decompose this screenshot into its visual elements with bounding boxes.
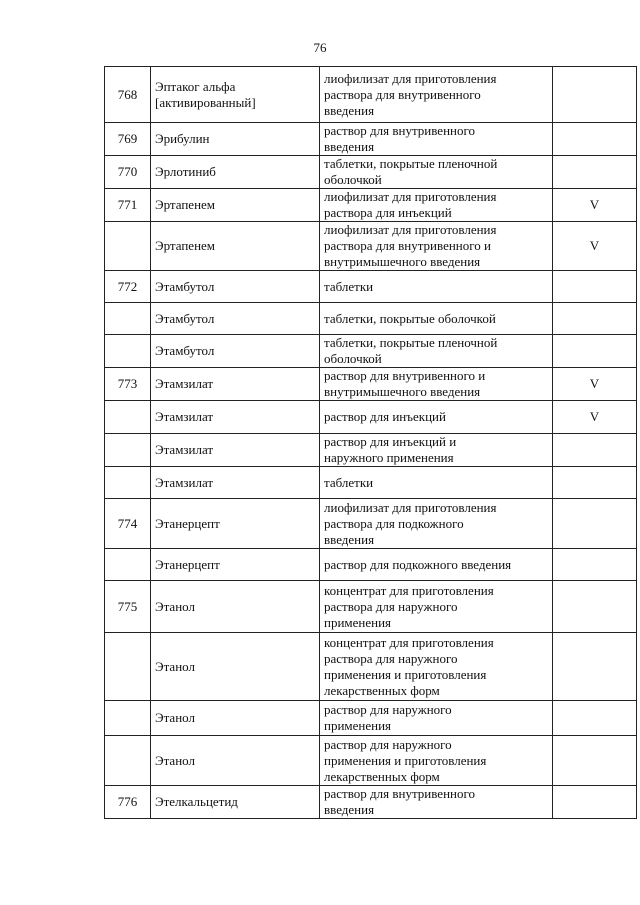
- vital-mark-cell: [553, 271, 637, 303]
- dosage-form-cell: [320, 467, 553, 499]
- row-number-cell: [105, 701, 151, 736]
- dosage-form: раствор для подкожного введения: [324, 556, 512, 572]
- row-number-cell: [105, 189, 151, 222]
- table-row: [105, 549, 637, 581]
- drug-name: Этамзилат: [155, 474, 214, 490]
- dosage-form: раствор для внутривенного введения: [324, 786, 475, 817]
- table-row: [105, 736, 637, 786]
- row-number: 774: [117, 515, 138, 531]
- row-number: 770: [117, 164, 138, 179]
- dosage-form-cell: [320, 499, 553, 549]
- table-row: [105, 434, 637, 467]
- row-number-cell: [105, 434, 151, 467]
- table-row: [105, 303, 637, 335]
- table-row: [105, 467, 637, 499]
- vital-mark-cell: [553, 303, 637, 335]
- drug-name-cell: [151, 67, 320, 123]
- drug-name-cell: [151, 549, 320, 581]
- vital-mark-cell: [553, 701, 637, 736]
- row-number-cell: [105, 123, 151, 156]
- table-row: [105, 189, 637, 222]
- row-number-cell: [105, 401, 151, 434]
- dosage-form: таблетки: [324, 474, 374, 490]
- drug-name: Этанол: [155, 598, 195, 614]
- table-row: [105, 633, 637, 701]
- dosage-form: раствор для внутривенного введения: [324, 123, 475, 154]
- row-number-cell: [105, 786, 151, 819]
- drug-name-cell: [151, 581, 320, 633]
- vital-mark-cell: [553, 401, 637, 434]
- vital-mark-cell: [553, 786, 637, 819]
- vital-mark: V: [589, 376, 600, 391]
- table-row: [105, 581, 637, 633]
- row-number-cell: [105, 581, 151, 633]
- drug-name: Этанерцепт: [155, 515, 220, 531]
- vital-mark-cell: [553, 499, 637, 549]
- drug-name-cell: [151, 701, 320, 736]
- dosage-form-cell: [320, 786, 553, 819]
- vital-mark-cell: [553, 156, 637, 189]
- drug-name-cell: [151, 189, 320, 222]
- drug-name-cell: [151, 467, 320, 499]
- row-number-cell: [105, 156, 151, 189]
- drug-name: Этамбутол: [155, 278, 215, 294]
- table-row: [105, 67, 637, 123]
- row-number-cell: [105, 303, 151, 335]
- vital-mark-cell: [553, 549, 637, 581]
- dosage-form-cell: [320, 123, 553, 156]
- drug-name-cell: [151, 434, 320, 467]
- vital-mark: V: [589, 238, 600, 253]
- dosage-form: таблетки, покрытые пленочной оболочкой: [324, 156, 498, 187]
- table-row: [105, 786, 637, 819]
- dosage-form-cell: [320, 67, 553, 123]
- drug-name: Эртапенем: [155, 238, 216, 253]
- vital-mark-cell: [553, 222, 637, 271]
- dosage-form: раствор для внутривенного и внутримышечного введения: [324, 368, 486, 399]
- dosage-form: концентрат для приготовления раствора для наружного применения и приготовления лекарственных форм: [324, 634, 494, 698]
- dosage-form-cell: [320, 368, 553, 401]
- row-number-cell: [105, 271, 151, 303]
- table-row: [105, 222, 637, 271]
- dosage-form-cell: [320, 222, 553, 271]
- row-number: 775: [117, 598, 138, 614]
- vital-mark-cell: [553, 189, 637, 222]
- row-number-cell: [105, 633, 151, 701]
- drug-name-cell: [151, 368, 320, 401]
- drug-name-cell: [151, 401, 320, 434]
- drug-name-cell: [151, 222, 320, 271]
- vital-mark: V: [589, 409, 600, 424]
- dosage-form: лиофилизат для приготовления раствора для подкожного введения: [324, 499, 497, 547]
- drug-name: Этанол: [155, 710, 195, 725]
- table-body: [105, 67, 637, 819]
- row-number: 776: [117, 794, 138, 809]
- drug-name: Этамзилат: [155, 376, 214, 391]
- vital-mark-cell: [553, 434, 637, 467]
- vital-mark-cell: [553, 467, 637, 499]
- vital-mark: V: [589, 197, 600, 212]
- row-number-cell: [105, 467, 151, 499]
- drug-name: Этелкальцетид: [155, 794, 238, 809]
- row-number-cell: [105, 222, 151, 271]
- page-number: 76: [313, 40, 327, 55]
- dosage-form: лиофилизат для приготовления раствора для внутривенного введения: [324, 70, 497, 118]
- dosage-form-cell: [320, 335, 553, 368]
- row-number-cell: [105, 736, 151, 786]
- dosage-form-cell: [320, 701, 553, 736]
- table-row: [105, 123, 637, 156]
- row-number: 768: [117, 86, 138, 102]
- table-row: [105, 368, 637, 401]
- dosage-form-cell: [320, 189, 553, 222]
- drug-name-cell: [151, 156, 320, 189]
- drug-name: Эртапенем: [155, 197, 216, 212]
- drug-name: Этанол: [155, 658, 195, 674]
- drug-name: Этамбутол: [155, 343, 215, 358]
- dosage-form: лиофилизат для приготовления раствора для внутривенного и внутримышечного введения: [324, 222, 497, 269]
- drug-name-cell: [151, 633, 320, 701]
- vital-mark-cell: [553, 67, 637, 123]
- vital-mark-cell: [553, 123, 637, 156]
- row-number-cell: [105, 67, 151, 123]
- dosage-form-cell: [320, 736, 553, 786]
- dosage-form-cell: [320, 581, 553, 633]
- dosage-form: таблетки, покрытые пленочной оболочкой: [324, 335, 498, 366]
- drug-name-cell: [151, 335, 320, 368]
- dosage-form-cell: [320, 156, 553, 189]
- dosage-form: раствор для наружного применения и приготовления лекарственных форм: [324, 736, 487, 784]
- dosage-form-cell: [320, 633, 553, 701]
- table-row: [105, 401, 637, 434]
- drug-table: [104, 66, 637, 819]
- drug-name-cell: [151, 786, 320, 819]
- row-number-cell: [105, 368, 151, 401]
- dosage-form: раствор для инъекций: [324, 409, 446, 424]
- vital-mark-cell: [553, 335, 637, 368]
- row-number: 771: [117, 197, 138, 212]
- dosage-form-cell: [320, 549, 553, 581]
- table-row: [105, 499, 637, 549]
- dosage-form: раствор для наружного применения: [324, 702, 452, 733]
- drug-name-cell: [151, 499, 320, 549]
- drug-name-cell: [151, 303, 320, 335]
- dosage-form-cell: [320, 401, 553, 434]
- drug-name: Эптаког альфа [активированный]: [155, 78, 256, 110]
- drug-name: Этанол: [155, 752, 195, 768]
- vital-mark-cell: [553, 633, 637, 701]
- dosage-form: лиофилизат для приготовления раствора для инъекций: [324, 189, 497, 220]
- drug-name: Этамзилат: [155, 442, 214, 457]
- drug-name-cell: [151, 123, 320, 156]
- table-row: [105, 156, 637, 189]
- vital-mark-cell: [553, 581, 637, 633]
- row-number-cell: [105, 549, 151, 581]
- dosage-form: таблетки, покрытые оболочкой: [324, 310, 496, 326]
- drug-name: Эрлотиниб: [155, 164, 216, 179]
- drug-name-cell: [151, 736, 320, 786]
- row-number-cell: [105, 499, 151, 549]
- dosage-form: раствор для инъекций и наружного применения: [324, 434, 457, 465]
- drug-name: Этамзилат: [155, 409, 214, 424]
- table-row: [105, 701, 637, 736]
- drug-name: Этамбутол: [155, 310, 215, 326]
- row-number: 769: [117, 131, 138, 146]
- drug-name-cell: [151, 271, 320, 303]
- dosage-form-cell: [320, 271, 553, 303]
- row-number: 772: [117, 278, 138, 294]
- table-row: [105, 271, 637, 303]
- vital-mark-cell: [553, 368, 637, 401]
- dosage-form-cell: [320, 434, 553, 467]
- dosage-form-cell: [320, 303, 553, 335]
- drug-name: Этанерцепт: [155, 556, 220, 572]
- dosage-form: концентрат для приготовления раствора для наружного применения: [324, 582, 494, 630]
- row-number: 773: [117, 376, 138, 391]
- drug-name: Эрибулин: [155, 131, 210, 146]
- dosage-form: таблетки: [324, 278, 374, 294]
- vital-mark-cell: [553, 736, 637, 786]
- row-number-cell: [105, 335, 151, 368]
- table-row: [105, 335, 637, 368]
